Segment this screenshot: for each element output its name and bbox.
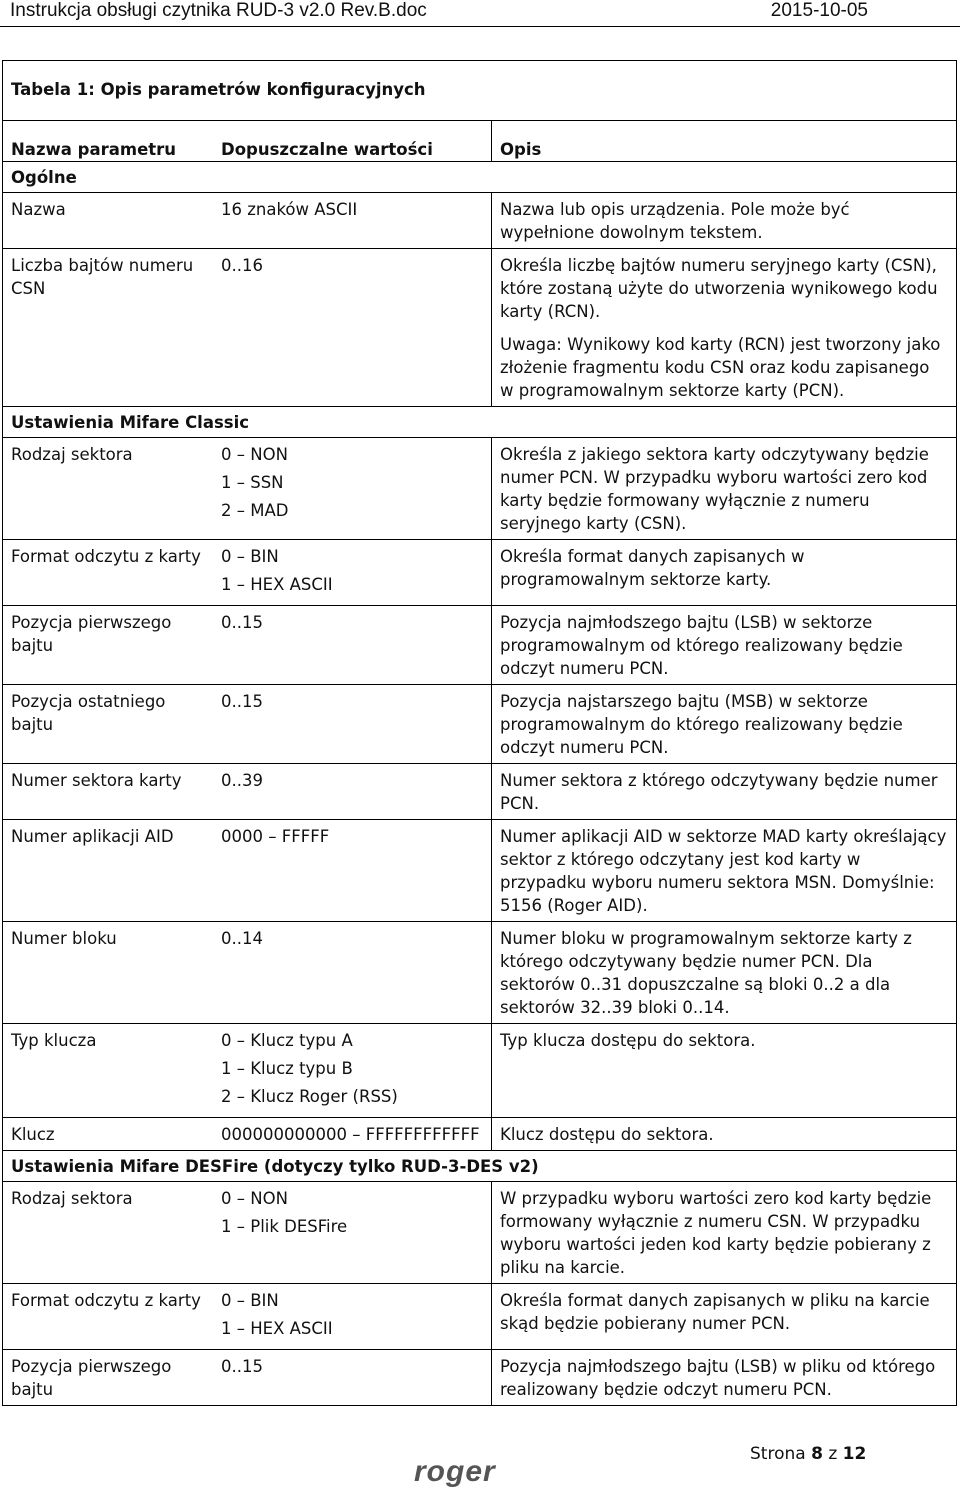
param-description	[492, 685, 957, 764]
param-description-text: Klucz dostępu do sektora.	[500, 1125, 714, 1144]
param-description-text: Numer bloku w programowalnym sektorze karty z którego odczytywany będzie numer PCN. Dla sektorów 0..31 dopuszczalne są bloki 0..2 a dla sektorów 32..39 bloki 0..14.	[500, 929, 912, 1017]
table-row	[3, 1284, 957, 1350]
section-heading-row	[3, 407, 957, 438]
table-row	[3, 606, 957, 685]
param-name: Pozycja ostatniego bajtu	[3, 685, 214, 764]
param-description-text: Określa format danych zapisanych w pliku na karcie skąd będzie pobierany numer PCN.	[500, 1291, 930, 1333]
section-heading: Ustawienia Mifare Classic	[3, 407, 957, 438]
param-value: 1 – Klucz typu B	[221, 1059, 353, 1078]
roger-logo: roger	[414, 1455, 496, 1488]
param-description-text: Określa format danych zapisanych w programowalnym sektorze karty.	[500, 547, 805, 589]
param-description-text: Pozycja najmłodszego bajtu (LSB) w pliku od którego realizowany będzie odczyt numeru PCN.	[500, 1357, 936, 1399]
param-value: 2 – Klucz Roger (RSS)	[221, 1087, 398, 1106]
param-name: Liczba bajtów numeru CSN	[3, 249, 214, 407]
table-row	[3, 193, 957, 249]
document-date: 2015-10-05	[770, 0, 868, 21]
param-description-text: Pozycja najmłodszego bajtu (LSB) w sektorze programowalnym od którego realizowany będzie odczyt numeru PCN.	[500, 613, 903, 678]
param-value: 0..15	[221, 1357, 263, 1376]
table-row	[3, 1350, 957, 1406]
table-row	[3, 820, 957, 922]
param-name: Typ klucza	[3, 1024, 214, 1118]
param-values	[213, 249, 492, 407]
param-description	[492, 193, 957, 249]
param-description	[492, 1350, 957, 1406]
table-row	[3, 922, 957, 1024]
param-value: 0..14	[221, 929, 263, 948]
param-description-text: Nazwa lub opis urządzenia. Pole może być wypełnione dowolnym tekstem.	[500, 200, 850, 242]
column-header-name: Nazwa parametru	[3, 121, 214, 162]
param-name: Pozycja pierwszego bajtu	[3, 606, 214, 685]
param-values	[213, 1024, 492, 1118]
param-description-text: Określa z jakiego sektora karty odczytywany będzie numer PCN. W przypadku wyboru wartości zero kod karty będzie formowany wyłącznie z numeru seryjnego karty (CSN).	[500, 445, 929, 533]
param-values	[213, 606, 492, 685]
param-values	[213, 1182, 492, 1284]
param-values	[213, 820, 492, 922]
table-title: Tabela 1: Opis parametrów konfiguracyjnych	[3, 61, 957, 121]
param-description	[492, 764, 957, 820]
param-value: 16 znaków ASCII	[221, 200, 358, 219]
param-value: 0 – NON	[221, 1189, 288, 1208]
param-values	[213, 438, 492, 540]
header-rule	[0, 26, 960, 27]
table-row	[3, 685, 957, 764]
document-title: Instrukcja obsługi czytnika RUD-3 v2.0 Rev.B.doc	[10, 0, 427, 21]
column-header-values: Dopuszczalne wartości	[213, 121, 492, 162]
param-description	[492, 606, 957, 685]
param-values	[213, 922, 492, 1024]
section-heading: Ogólne	[3, 162, 957, 193]
page-number: Strona 8 z 12	[750, 1444, 867, 1464]
param-description-text: Numer sektora z którego odczytywany będzie numer PCN.	[500, 771, 938, 813]
param-name: Numer sektora karty	[3, 764, 214, 820]
param-value: 0000 – FFFFF	[221, 827, 330, 846]
param-value: 0..39	[221, 771, 263, 790]
param-description-text: Określa liczbę bajtów numeru seryjnego karty (CSN), które zostaną użyte do utworzenia wynikowego kodu karty (RCN).	[500, 256, 938, 321]
param-description	[492, 1284, 957, 1350]
param-name: Rodzaj sektora	[3, 1182, 214, 1284]
param-values	[213, 193, 492, 249]
param-description	[492, 820, 957, 922]
page-header	[0, 0, 960, 27]
param-value: 0 – Klucz typu A	[221, 1031, 353, 1050]
param-description	[492, 1182, 957, 1284]
param-value: 2 – MAD	[221, 501, 289, 520]
param-description-text: W przypadku wyboru wartości zero kod karty będzie formowany wyłącznie z numeru CSN. W przypadku wyboru wartości jeden kod karty będzie pobierany z pliku na karcie.	[500, 1189, 932, 1277]
param-value: 0..15	[221, 692, 263, 711]
param-name: Klucz	[3, 1118, 214, 1151]
param-description	[492, 540, 957, 606]
param-name: Numer bloku	[3, 922, 214, 1024]
param-description	[492, 1118, 957, 1151]
param-value: 0 – BIN	[221, 1291, 279, 1310]
param-value: 1 – HEX ASCII	[221, 1319, 333, 1338]
param-value: 0 – NON	[221, 445, 288, 464]
table-row	[3, 1024, 957, 1118]
param-value: 1 – SSN	[221, 473, 284, 492]
param-description	[492, 1024, 957, 1118]
param-values	[213, 1118, 492, 1151]
param-description-text: Numer aplikacji AID w sektorze MAD karty określający sektor z którego odczytany jest kod karty w przypadku wyboru numeru sektora MSN. Domyślnie: 5156 (Roger AID).	[500, 827, 947, 915]
param-description	[492, 922, 957, 1024]
table-row	[3, 1118, 957, 1151]
param-note: Uwaga: Wynikowy kod karty (RCN) jest tworzony jako złożenie fragmentu kodu CSN oraz kodu zapisanego w programowalnym sektorze karty (PCN).	[500, 335, 941, 400]
param-description	[492, 249, 957, 407]
param-values	[213, 540, 492, 606]
param-name: Pozycja pierwszego bajtu	[3, 1350, 214, 1406]
param-value: 0 – BIN	[221, 547, 279, 566]
param-name: Format odczytu z karty	[3, 1284, 214, 1350]
param-value: 1 – HEX ASCII	[221, 575, 333, 594]
param-values	[213, 764, 492, 820]
param-name: Rodzaj sektora	[3, 438, 214, 540]
column-header-description: Opis	[492, 121, 957, 162]
section-heading-row	[3, 1151, 957, 1182]
table-row	[3, 438, 957, 540]
table-row	[3, 1182, 957, 1284]
section-heading-row	[3, 162, 957, 193]
param-name: Format odczytu z karty	[3, 540, 214, 606]
table-row	[3, 249, 957, 407]
table-row	[3, 764, 957, 820]
param-name: Nazwa	[3, 193, 214, 249]
section-heading: Ustawienia Mifare DESFire (dotyczy tylko RUD-3-DES v2)	[3, 1151, 957, 1182]
param-description-text: Typ klucza dostępu do sektora.	[500, 1031, 756, 1050]
param-name: Numer aplikacji AID	[3, 820, 214, 922]
table-row	[3, 540, 957, 606]
param-description	[492, 438, 957, 540]
param-values	[213, 685, 492, 764]
param-value: 000000000000 – FFFFFFFFFFFF	[221, 1125, 480, 1144]
param-value: 1 – Plik DESFire	[221, 1217, 348, 1236]
param-value: 0..15	[221, 613, 263, 632]
column-header-row	[3, 121, 957, 162]
param-description-text: Pozycja najstarszego bajtu (MSB) w sektorze programowalnym do którego realizowany będzie odczyt numeru PCN.	[500, 692, 903, 757]
param-values	[213, 1284, 492, 1350]
param-value: 0..16	[221, 256, 263, 275]
parameters-table	[2, 60, 957, 1406]
table-title-row	[3, 61, 957, 121]
param-values	[213, 1350, 492, 1406]
